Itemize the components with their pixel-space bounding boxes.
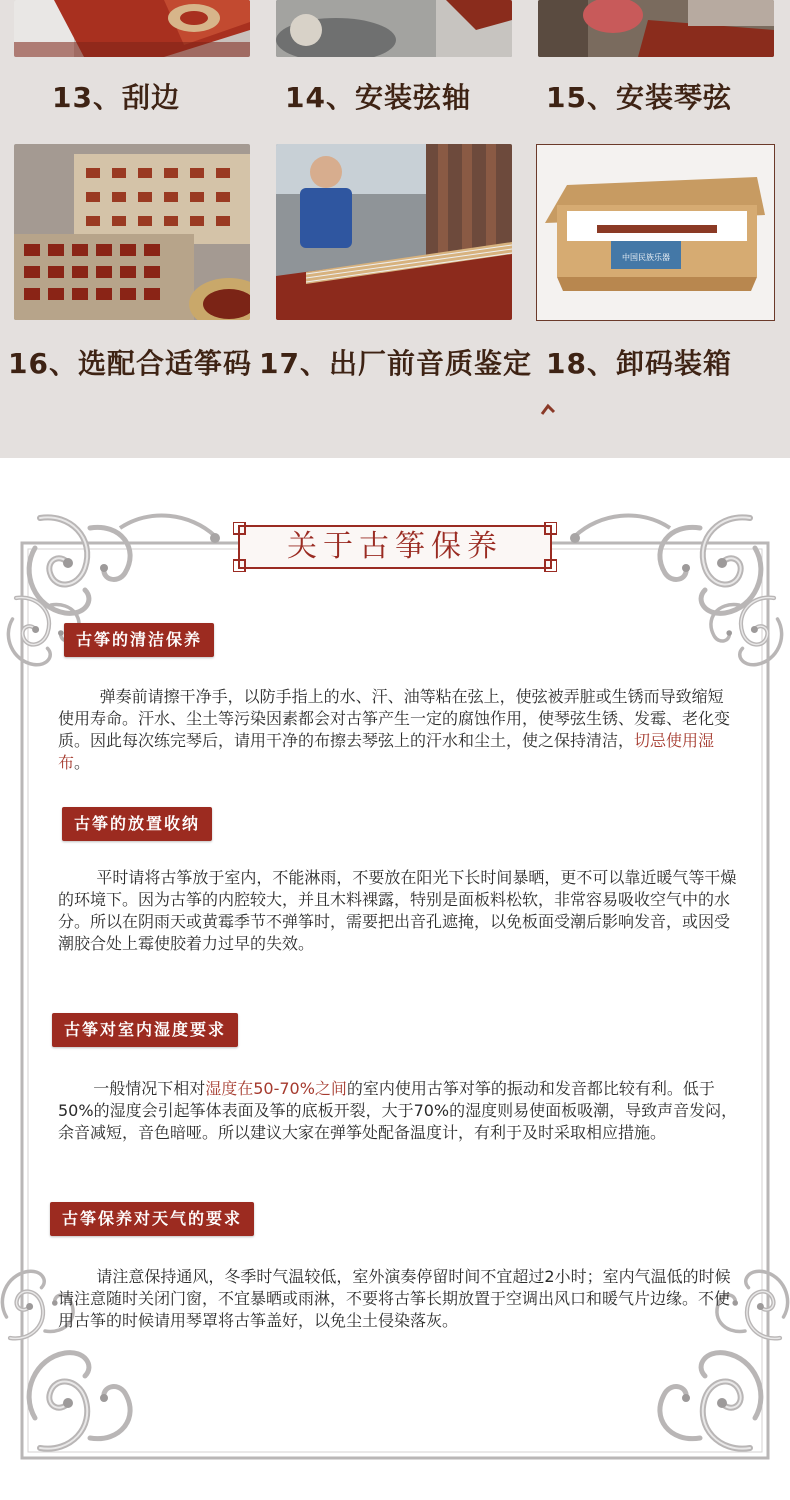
section-storage-text: 平时请将古筝放于室内，不能淋雨，不要放在阳光下长时间暴晒，更不可以靠近暖气等干燥的环境下。因为古筝的内腔较大，并且木料裸露，特别是面板料松软，非常容易吸收空气中的水分。所以在阴雨天或黄霉季节不弹筝时，需要把出音孔遮掩，以免板面受潮后影响发音，或因受潮胶合处上霉使胶着力过早的失效。 <box>58 868 737 953</box>
section-cleaning-heading: 古筝的清洁保养 <box>64 623 214 657</box>
ornamental-frame <box>0 458 790 1500</box>
section-storage-heading: 古筝的放置收纳 <box>62 807 212 841</box>
guzheng-care-section <box>0 458 790 1500</box>
packing-box-image <box>537 145 774 320</box>
section-humidity-heading: 古筝对室内湿度要求 <box>52 1013 238 1047</box>
step-14-caption: 14、安装弦轴 <box>285 81 471 114</box>
humidity-text-main: 的室内使用古筝对筝的振动和发音都比较有利。低于50%的湿度会引起筝体表面及筝的底板开裂，大于70%的湿度则易使面板吸潮，导致声音发闷，余音减短，音色暗哑。所以建议大家在弹筝处配备温度计，有利于及时采取相应措施。 <box>58 1079 738 1142</box>
production-process-section <box>0 0 790 458</box>
humidity-text-highlight: 湿度在50-70%之间 <box>205 1079 347 1098</box>
step-16-caption: 16、选配合适筝码 <box>8 347 252 380</box>
step-13-photo <box>14 0 250 57</box>
section-weather-text: 请注意保持通风，冬季时气温较低，室外演奏停留时间不宜超过2小时；室内气温低的时候请注意随时关闭门窗，不宜暴晒或雨淋，不要将古筝长期放置于空调出风口和暖气片边缘。不使用古筝的时候请用琴罩将古筝盖好，以免尘土侵染落灰。 <box>58 1267 731 1330</box>
decorative-mark-icon <box>538 400 558 420</box>
cleaning-text-main: 弹奏前请擦干净手，以防手指上的水、汗、油等粘在弦上，使弦被弄脏或生锈而导致缩短使用寿命。汗水、尘土等污染因素都会对古筝产生一定的腐蚀作用，使琴弦生锈、发霉、老化变质。因此每次练完琴后，请用干净的布擦去琴弦上的汗水和尘土，使之保持清洁， <box>58 687 731 750</box>
care-title: 关于古筝保养 <box>287 529 503 564</box>
step-15-photo <box>538 0 774 57</box>
cleaning-text-highlight: 切忌使用湿布 <box>58 731 715 772</box>
step-14-photo <box>276 0 512 57</box>
cleaning-text-end: 。 <box>74 753 91 772</box>
step-17-photo <box>276 144 512 320</box>
section-weather-heading: 古筝保养对天气的要求 <box>50 1202 254 1236</box>
step-18-photo-frame <box>536 144 775 321</box>
box-print-text: 中国民族乐器 <box>622 253 670 262</box>
step-13-caption: 13、刮边 <box>52 81 180 114</box>
humidity-text-intro: 一般情况下相对 <box>93 1079 206 1098</box>
step-17-caption: 17、出厂前音质鉴定 <box>259 347 532 380</box>
step-18-caption: 18、卸码装箱 <box>546 347 732 380</box>
step-15-caption: 15、安装琴弦 <box>546 81 732 114</box>
section-cleaning-text <box>58 686 738 774</box>
step-16-photo <box>14 144 250 320</box>
section-humidity-text <box>58 1078 738 1144</box>
